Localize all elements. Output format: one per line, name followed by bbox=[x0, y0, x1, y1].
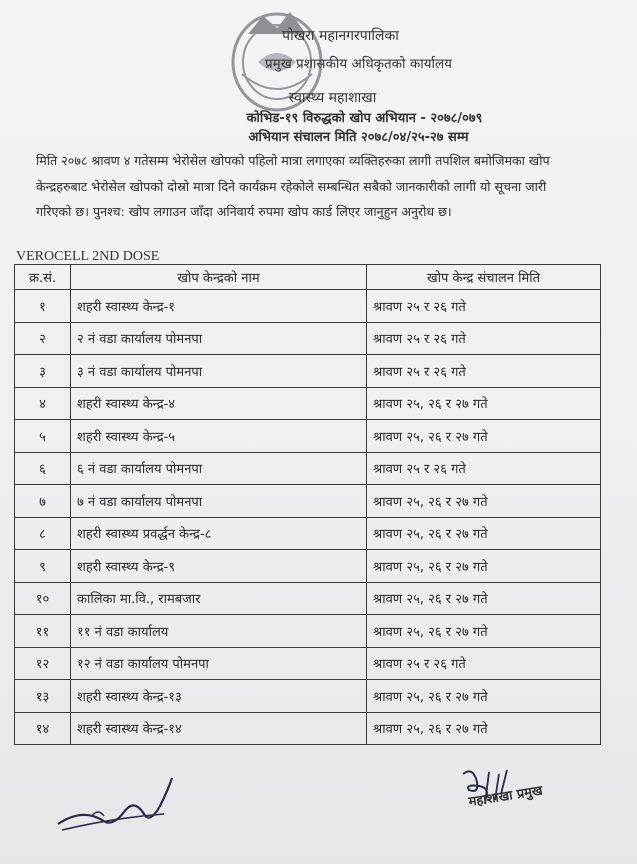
table-row bbox=[15, 550, 601, 583]
cell-serial: १२ bbox=[15, 647, 71, 680]
department-name: स्वास्थ्य महाशाखा bbox=[288, 90, 377, 106]
cell-date: श्रावण २५, २६ र २७ गते bbox=[367, 420, 601, 453]
table-header-row bbox=[15, 265, 601, 290]
vaccination-centers-table bbox=[14, 264, 601, 745]
cell-date: श्रावण २५, २६ र २७ गते bbox=[367, 680, 601, 713]
cell-date: श्रावण २५ र २६ गते bbox=[367, 355, 601, 388]
table-row bbox=[15, 452, 601, 485]
notice-paragraph: मिति २०७८ श्रावण ४ गतेसम्म भेरोसेल खोपको पहिलो मात्रा लगाएका व्यक्तिहरुका लागी तपशिल बमोजिमका खोप केन्द्रहरुबाट भेरोसेल खोपको दोस्रो मात्रा दिने कार्यक्रम रहेकोले सम्बन्धित सबैको जानकारीको लागी यो सूचना जारी गरिएको छ। पुनश्च: खोप लगाउन जाँदा अनिवार्य रुपमा खोप कार्ड लिएर जानुहुन अनुरोध छ। bbox=[36, 153, 550, 219]
cell-serial: ६ bbox=[15, 452, 71, 485]
cell-date: श्रावण २५, २६ र २७ गते bbox=[367, 387, 601, 420]
dose-label: VEROCELL 2ND DOSE bbox=[16, 249, 160, 264]
cell-date: श्रावण २५ र २६ गते bbox=[367, 290, 601, 323]
cell-serial: ८ bbox=[15, 517, 71, 550]
cell-center-name: शहरी स्वास्थ्य केन्द्र-१३ bbox=[71, 680, 367, 713]
cell-serial: ४ bbox=[15, 387, 71, 420]
cell-serial: १ bbox=[15, 290, 71, 323]
table-row bbox=[15, 647, 601, 680]
cell-serial: ७ bbox=[15, 485, 71, 518]
cell-date: श्रावण २५, २६ र २७ गते bbox=[367, 517, 601, 550]
cell-center-name: १२ नं वडा कार्यालय पोमनपा bbox=[71, 647, 367, 680]
cell-date: श्रावण २५ र २६ गते bbox=[367, 322, 601, 355]
campaign-dates: अभियान संचालन मिति २०७८/०४/२५-२७ सम्म bbox=[248, 130, 469, 145]
cell-date: श्रावण २५, २६ र २७ गते bbox=[367, 712, 601, 745]
table-row bbox=[15, 680, 601, 713]
signatory-title: महाशाखा प्रमुख bbox=[467, 783, 544, 810]
campaign-title: कोभिड-१९ विरुद्धको खोप अभियान - २०७८/०७९ bbox=[246, 111, 483, 126]
cell-center-name: शहरी स्वास्थ्य केन्द्र-४ bbox=[71, 387, 367, 420]
cell-serial: ९ bbox=[15, 550, 71, 583]
table-row bbox=[15, 712, 601, 745]
cell-center-name: शहरी स्वास्थ्य प्रवर्द्धन केन्द्र-८ bbox=[71, 517, 367, 550]
cell-center-name: कालिका मा.वि., रामबजार bbox=[71, 582, 367, 615]
table-row bbox=[15, 517, 601, 550]
municipality-name: पोखरा महानगरपालिका bbox=[282, 28, 399, 44]
cell-center-name: २ नं वडा कार्यालय पोमनपा bbox=[71, 322, 367, 355]
cell-center-name: ६ नं वडा कार्यालय पोमनपा bbox=[71, 452, 367, 485]
office-name: प्रमुख प्रशासकीय अधिकृतको कार्यालय bbox=[264, 56, 453, 72]
col-header-date: खोप केन्द्र संचालन मिति bbox=[367, 265, 601, 290]
cell-serial: १३ bbox=[15, 680, 71, 713]
signature-left bbox=[52, 768, 182, 840]
col-header-sn: क्र.सं. bbox=[15, 265, 71, 290]
table-row bbox=[15, 355, 601, 388]
cell-serial: ११ bbox=[15, 615, 71, 648]
cell-center-name: ३ नं वडा कार्यालय पोमनपा bbox=[71, 355, 367, 388]
cell-center-name: शहरी स्वास्थ्य केन्द्र-१४ bbox=[71, 712, 367, 745]
cell-date: श्रावण २५, २६ र २७ गते bbox=[367, 615, 601, 648]
table-row bbox=[15, 582, 601, 615]
cell-date: श्रावण २५ र २६ गते bbox=[367, 452, 601, 485]
cell-serial: १४ bbox=[15, 712, 71, 745]
cell-date: श्रावण २५, २६ र २७ गते bbox=[367, 582, 601, 615]
cell-center-name: शहरी स्वास्थ्य केन्द्र-५ bbox=[71, 420, 367, 453]
table-row bbox=[15, 615, 601, 648]
table-row bbox=[15, 290, 601, 323]
cell-date: श्रावण २५ र २६ गते bbox=[367, 647, 601, 680]
cell-center-name: शहरी स्वास्थ्य केन्द्र-१ bbox=[71, 290, 367, 323]
cell-date: श्रावण २५, २६ र २७ गते bbox=[367, 485, 601, 518]
table-row bbox=[15, 387, 601, 420]
cell-date: श्रावण २५, २६ र २७ गते bbox=[367, 550, 601, 583]
cell-center-name: शहरी स्वास्थ्य केन्द्र-९ bbox=[71, 550, 367, 583]
cell-serial: ५ bbox=[15, 420, 71, 453]
cell-serial: २ bbox=[15, 322, 71, 355]
cell-center-name: ७ नं वडा कार्यालय पोमनपा bbox=[71, 485, 367, 518]
table-row bbox=[15, 322, 601, 355]
cell-center-name: ११ नं वडा कार्यालय bbox=[71, 615, 367, 648]
col-header-center: खोप केन्द्रको नाम bbox=[71, 265, 367, 290]
cell-serial: १० bbox=[15, 582, 71, 615]
table-row bbox=[15, 420, 601, 453]
cell-serial: ३ bbox=[15, 355, 71, 388]
table-row bbox=[15, 485, 601, 518]
table-body bbox=[15, 290, 601, 745]
